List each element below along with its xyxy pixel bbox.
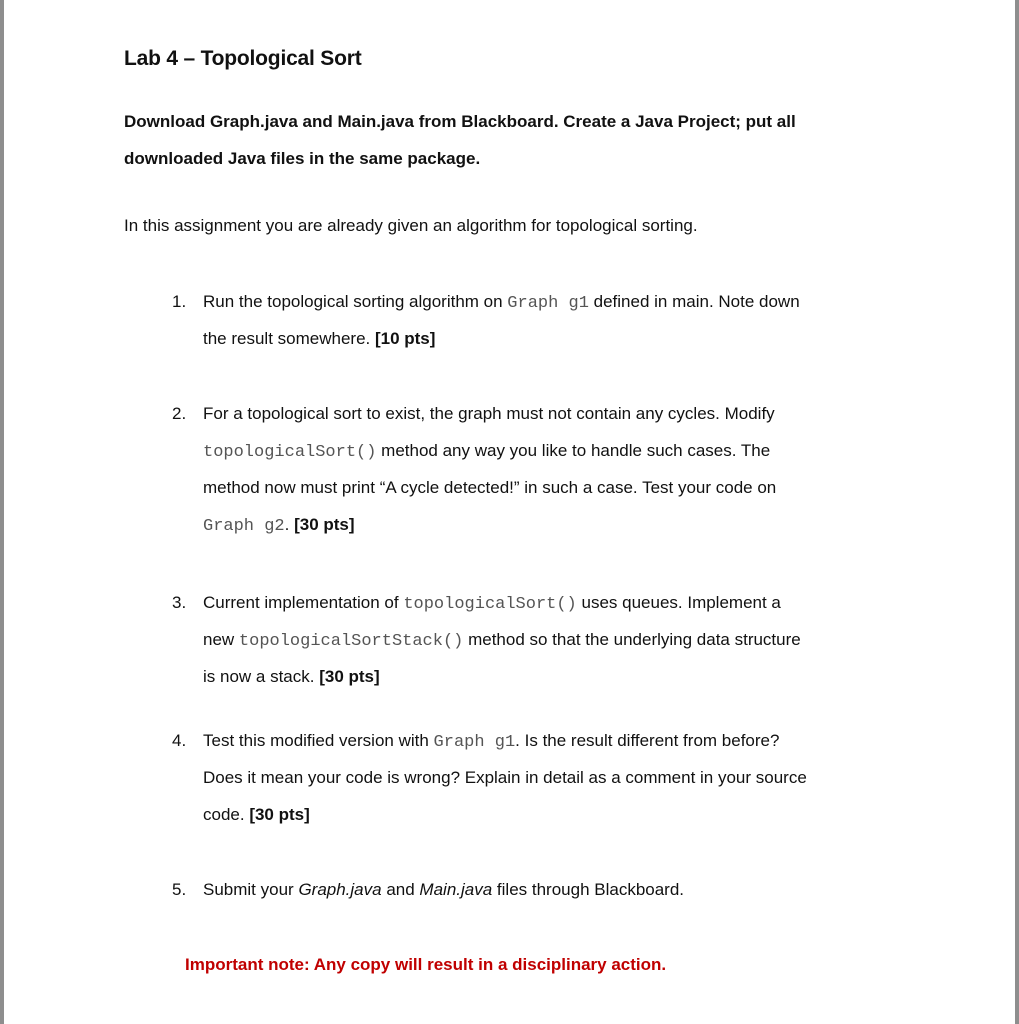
item-line: topologicalSort() method any way you like to handle such cases. The: [203, 441, 771, 462]
item-number: 5.: [172, 880, 187, 899]
item-line: the result somewhere. [10 pts]: [203, 329, 436, 348]
intro-line-1: Download Graph.java and Main.java from Blackboard. Create a Java Project; put all: [124, 112, 796, 131]
points-label: [30 pts]: [294, 515, 355, 534]
points-label: [30 pts]: [319, 667, 380, 686]
intro-line-2: downloaded Java files in the same package.: [124, 149, 481, 168]
item-number: 1.: [172, 292, 187, 311]
important-note: Important note: Any copy will result in a disciplinary action.: [185, 955, 667, 974]
code-topologicalsort: topologicalSort(): [403, 595, 577, 614]
item-line: code. [30 pts]: [203, 805, 310, 824]
given-paragraph: In this assignment you are already given an algorithm for topological sorting.: [124, 216, 698, 235]
code-graph-g2: Graph g2: [203, 517, 285, 536]
item-number: 4.: [172, 731, 187, 750]
item-number: 2.: [172, 404, 187, 423]
code-graph-g1: Graph g1: [507, 294, 589, 313]
item-line: For a topological sort to exist, the graph must not contain any cycles. Modify: [203, 404, 775, 423]
code-topologicalsortstack: topologicalSortStack(): [238, 632, 464, 651]
item-line: Current implementation of topologicalSort() uses queues. Implement a: [203, 593, 781, 614]
item-line: Run the topological sorting algorithm on Graph g1 defined in main. Note down: [203, 292, 800, 313]
points-label: [10 pts]: [374, 329, 436, 348]
item-line: Does it mean your code is wrong? Explain in detail as a comment in your source: [203, 768, 807, 787]
document-page: [4, 0, 1015, 1024]
item-line: Graph g2. [30 pts]: [203, 515, 355, 536]
file-name-graph: Graph.java: [298, 880, 382, 899]
file-name-main: Main.java: [419, 880, 493, 899]
code-topologicalsort: topologicalSort(): [203, 443, 377, 462]
document-title: Lab 4 – Topological Sort: [124, 47, 362, 70]
points-label: [30 pts]: [249, 805, 310, 824]
code-graph-g1: Graph g1: [433, 733, 516, 752]
item-number: 3.: [172, 593, 187, 612]
item-line: method now must print “A cycle detected!” in such a case. Test your code on: [203, 478, 777, 497]
item-line: new topologicalSortStack() method so that the underlying data structure: [203, 630, 801, 651]
item-line: Submit your Graph.java and Main.java files through Blackboard.: [203, 880, 685, 899]
item-line: is now a stack. [30 pts]: [203, 667, 380, 686]
item-line: Test this modified version with Graph g1. Is the result different from before?: [203, 731, 780, 752]
